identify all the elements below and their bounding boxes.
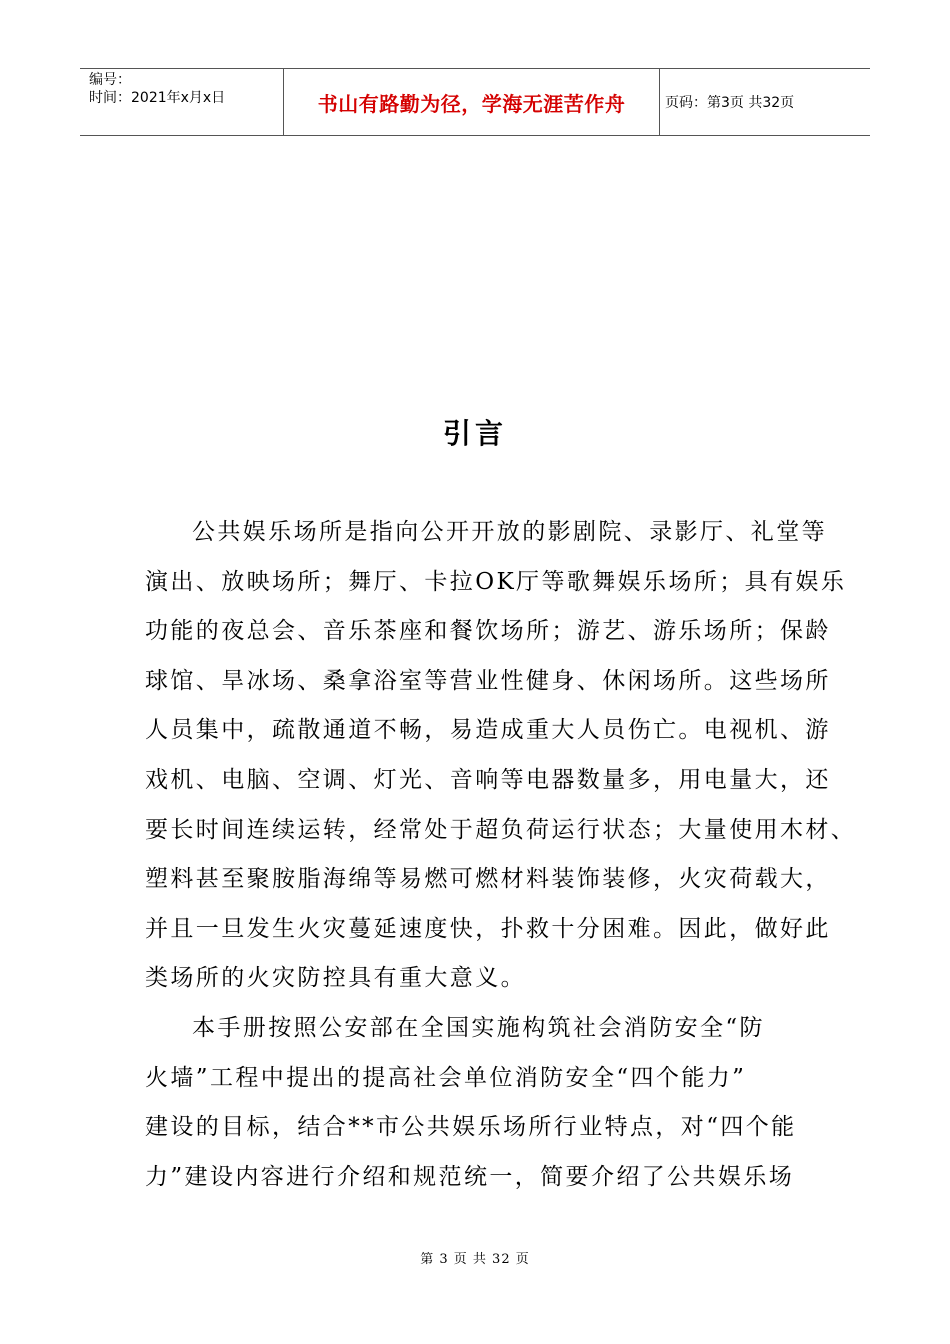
paragraph-line: 戏机、电脑、空调、灯光、音响等电器数量多，用电量大，还 [145,766,831,793]
paragraph-line: 塑料甚至聚胺脂海绵等易燃可燃材料装饰装修，火灾荷载大， [145,866,831,893]
paragraph-line: 类场所的火灾防控具有重大意义。 [145,965,526,992]
time-label: 时间：2021年x月x日 [89,90,226,106]
header-page-info: 页码：第3页 共32页 [665,95,795,111]
page-header [80,68,870,136]
paragraph-line: 力”建设内容进行介绍和规范统一，简要介绍了公共娱乐场 [145,1163,795,1190]
page-title: 引言 [442,417,507,450]
paragraph-line: 演出、放映场所；舞厅、卡拉OK厅等歌舞娱乐场所；具有娱乐 [145,568,847,595]
page-footer: 第 3 页 共 32 页 [420,1252,530,1267]
paragraph-line: 球馆、旱冰场、桑拿浴室等营业性健身、休闲场所。这些场所 [145,667,831,694]
paragraph-line: 本手册按照公安部在全国实施构筑社会消防安全“防 [192,1014,765,1041]
number-label: 编号： [89,72,131,88]
paragraph-line: 并且一旦发生火灾蔓延速度快，扑救十分困难。因此，做好此 [145,915,831,942]
body-text [145,508,857,1202]
paragraph-line: 公共娱乐场所是指向公开开放的影剧院、录影厅、礼堂等 [192,519,827,545]
paragraph-line: 火墙”工程中提出的提高社会单位消防安全“四个能力” [145,1064,747,1091]
paragraph-line: 功能的夜总会、音乐茶座和餐饮场所；游艺、游乐场所；保龄 [145,618,831,645]
paragraph-line: 要长时间连续运转，经常处于超负荷运行状态；大量使用木材、 [145,816,857,843]
paragraph-line: 人员集中，疏散通道不畅，易造成重大人员伤亡。电视机、游 [145,717,831,744]
paragraph-line: 建设的目标，结合**市公共娱乐场所行业特点，对“四个能 [145,1114,797,1141]
header-meta [80,69,283,135]
header-motto: 书山有路勤为径，学海无涯苦作舟 [283,69,660,135]
